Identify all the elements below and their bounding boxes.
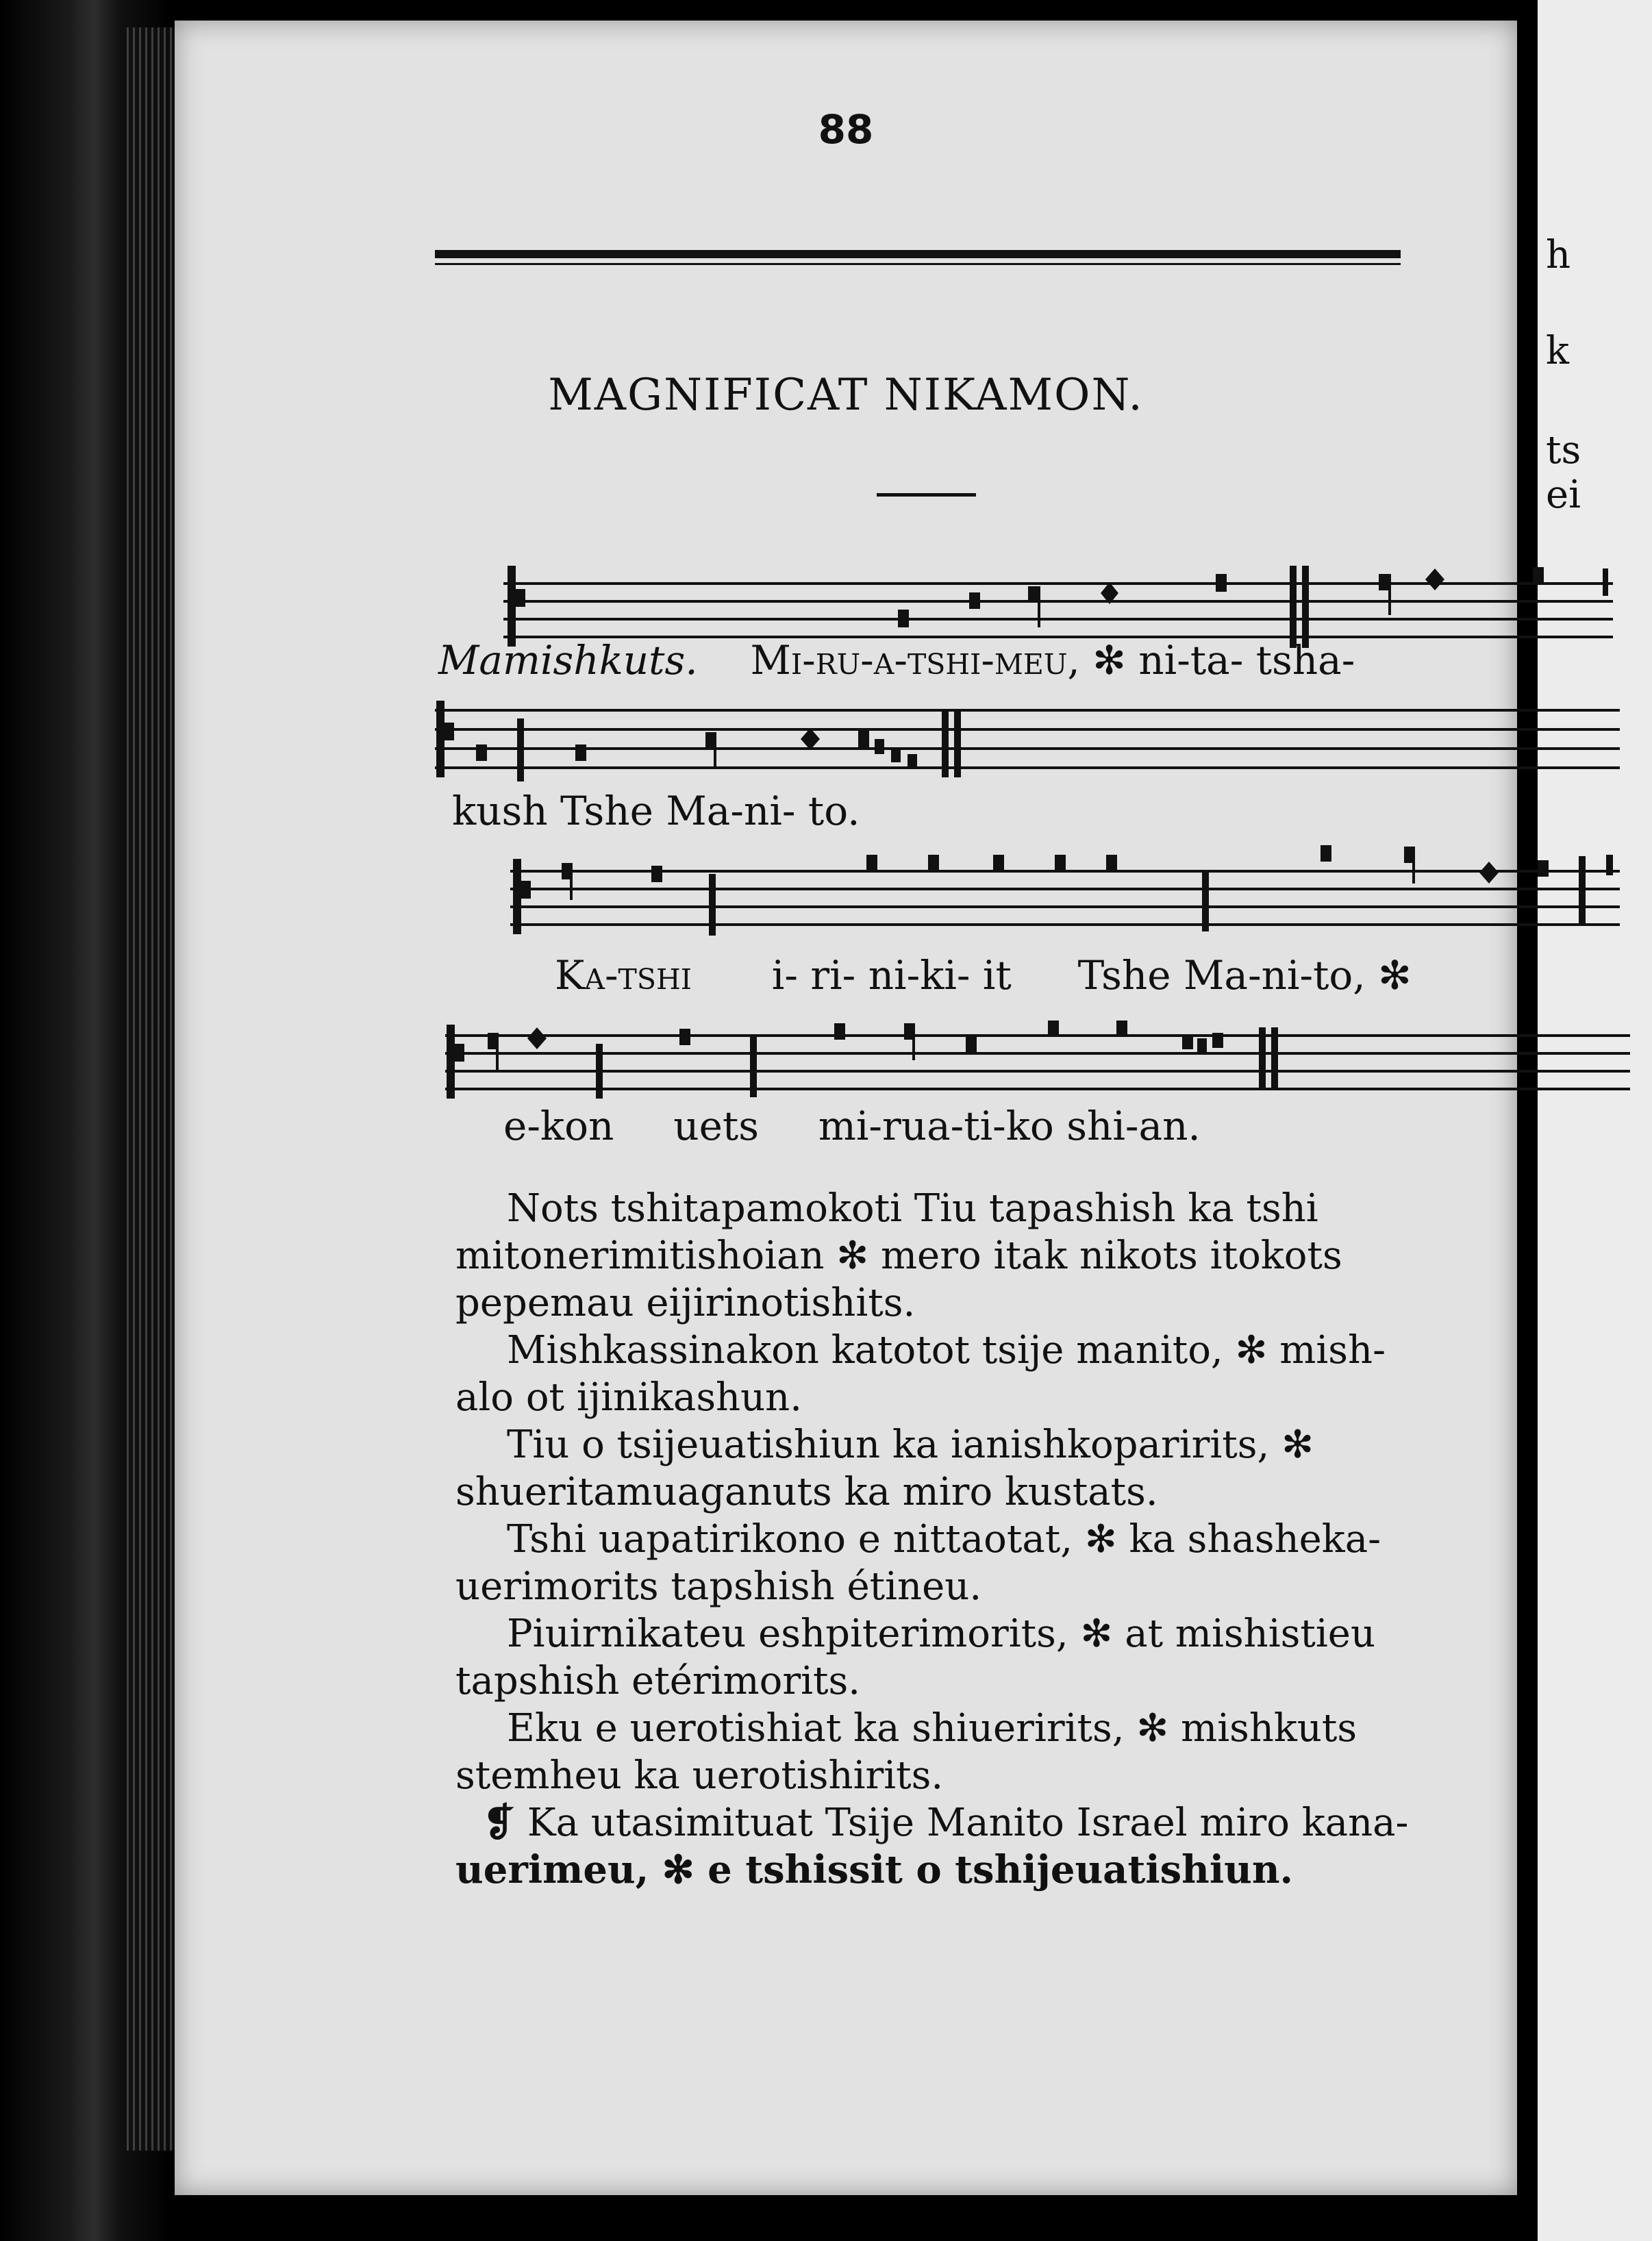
facing-page-fragment: ts bbox=[1546, 428, 1581, 473]
chant-lyric-3 bbox=[555, 952, 1412, 999]
lyric-words: Ka-tshi bbox=[555, 952, 692, 999]
verse-line: Nots tshitapamokoti Tiu tapashish ka tshi bbox=[507, 1186, 1318, 1231]
chant-staff-4 bbox=[445, 993, 1630, 1103]
verse-line-text: Ka utasimituat Tsije Manito Israel miro kana- bbox=[527, 1801, 1409, 1845]
title-rule bbox=[877, 493, 976, 497]
verse-7 bbox=[455, 1799, 1647, 1894]
verse-1 bbox=[455, 1185, 1647, 1327]
verse-3 bbox=[455, 1421, 1647, 1516]
verse-line: alo ot ijinikashun. bbox=[455, 1375, 803, 1420]
verse-line: mitonerimitishoian ✻ mero itak nikots itokots bbox=[455, 1234, 1342, 1278]
lyric-words: Tshe Ma-ni-to, bbox=[1077, 952, 1366, 999]
facing-page-fragment: h bbox=[1546, 233, 1571, 277]
magnificat-verses bbox=[455, 1185, 1647, 1894]
facing-page-fragment: ei bbox=[1546, 473, 1581, 517]
verse-line: tapshish etérimorits. bbox=[455, 1659, 861, 1703]
verse-line: Tshi uapatirikono e nittaotat, ✻ ka shasheka- bbox=[507, 1517, 1381, 1562]
chant-lyric-2: kush Tshe Ma-ni- to. bbox=[452, 788, 860, 834]
chant-lyric-1 bbox=[438, 637, 1355, 684]
lyric-words: mi-rua-ti-ko shi-an. bbox=[818, 1103, 1201, 1149]
chant-lyric-4 bbox=[503, 1103, 1201, 1149]
verse-4 bbox=[455, 1516, 1647, 1610]
chant-staff-2 bbox=[435, 688, 1620, 791]
lyric-words: ni-ta- tsha- bbox=[1138, 637, 1355, 684]
lyric-words: i- ri- ni-ki- it bbox=[771, 952, 1012, 999]
header-rule bbox=[435, 250, 1401, 258]
paragraph-mark: ❡ bbox=[483, 1800, 515, 1845]
verse-line: Tiu o tsijeuatishiun ka ianishkoparirits, ✻ bbox=[507, 1423, 1314, 1467]
lyric-words: Mi-ru-a-tshi-meu, bbox=[750, 637, 1080, 684]
verse-line: uerimeu, ✻ e tshissit o tshijeuatishiun. bbox=[455, 1847, 1294, 1892]
verse-2 bbox=[455, 1327, 1647, 1421]
verse-6 bbox=[455, 1705, 1647, 1799]
lyric-words: e-kon bbox=[503, 1103, 614, 1149]
page-number: 88 bbox=[818, 106, 874, 153]
facing-page-edge bbox=[1538, 0, 1652, 2241]
verse-line: uerimorits tapshish étineu. bbox=[455, 1564, 982, 1609]
verse-line bbox=[455, 1799, 1647, 1846]
book-page bbox=[175, 21, 1517, 2195]
star-mark: ✻ bbox=[1092, 637, 1126, 684]
verse-line: shueritamuaganuts ka miro kustats. bbox=[455, 1470, 1158, 1514]
header-rule-thin bbox=[435, 263, 1401, 265]
lyric-words: uets bbox=[673, 1103, 759, 1149]
verse-line: stemheu ka uerotishirits. bbox=[455, 1753, 944, 1798]
verse-line: Eku e uerotishiat ka shiueririts, ✻ mishkuts bbox=[507, 1706, 1357, 1751]
verse-line: Piuirnikateu eshpiterimorits, ✻ at mishistieu bbox=[507, 1612, 1376, 1656]
facing-page-fragment: k bbox=[1546, 329, 1569, 373]
star-mark: ✻ bbox=[1378, 952, 1412, 999]
verse-line: Mishkassinakon katotot tsije manito, ✻ mish- bbox=[507, 1328, 1386, 1373]
verse-line: pepemau eijirinotishits. bbox=[455, 1281, 916, 1325]
hymn-title: MAGNIFICAT NIKAMON. bbox=[548, 370, 1144, 421]
verse-5 bbox=[455, 1610, 1647, 1705]
mode-label: Mamishkuts. bbox=[438, 637, 698, 684]
page-edges bbox=[127, 27, 182, 2151]
chant-staff-3 bbox=[510, 836, 1620, 945]
